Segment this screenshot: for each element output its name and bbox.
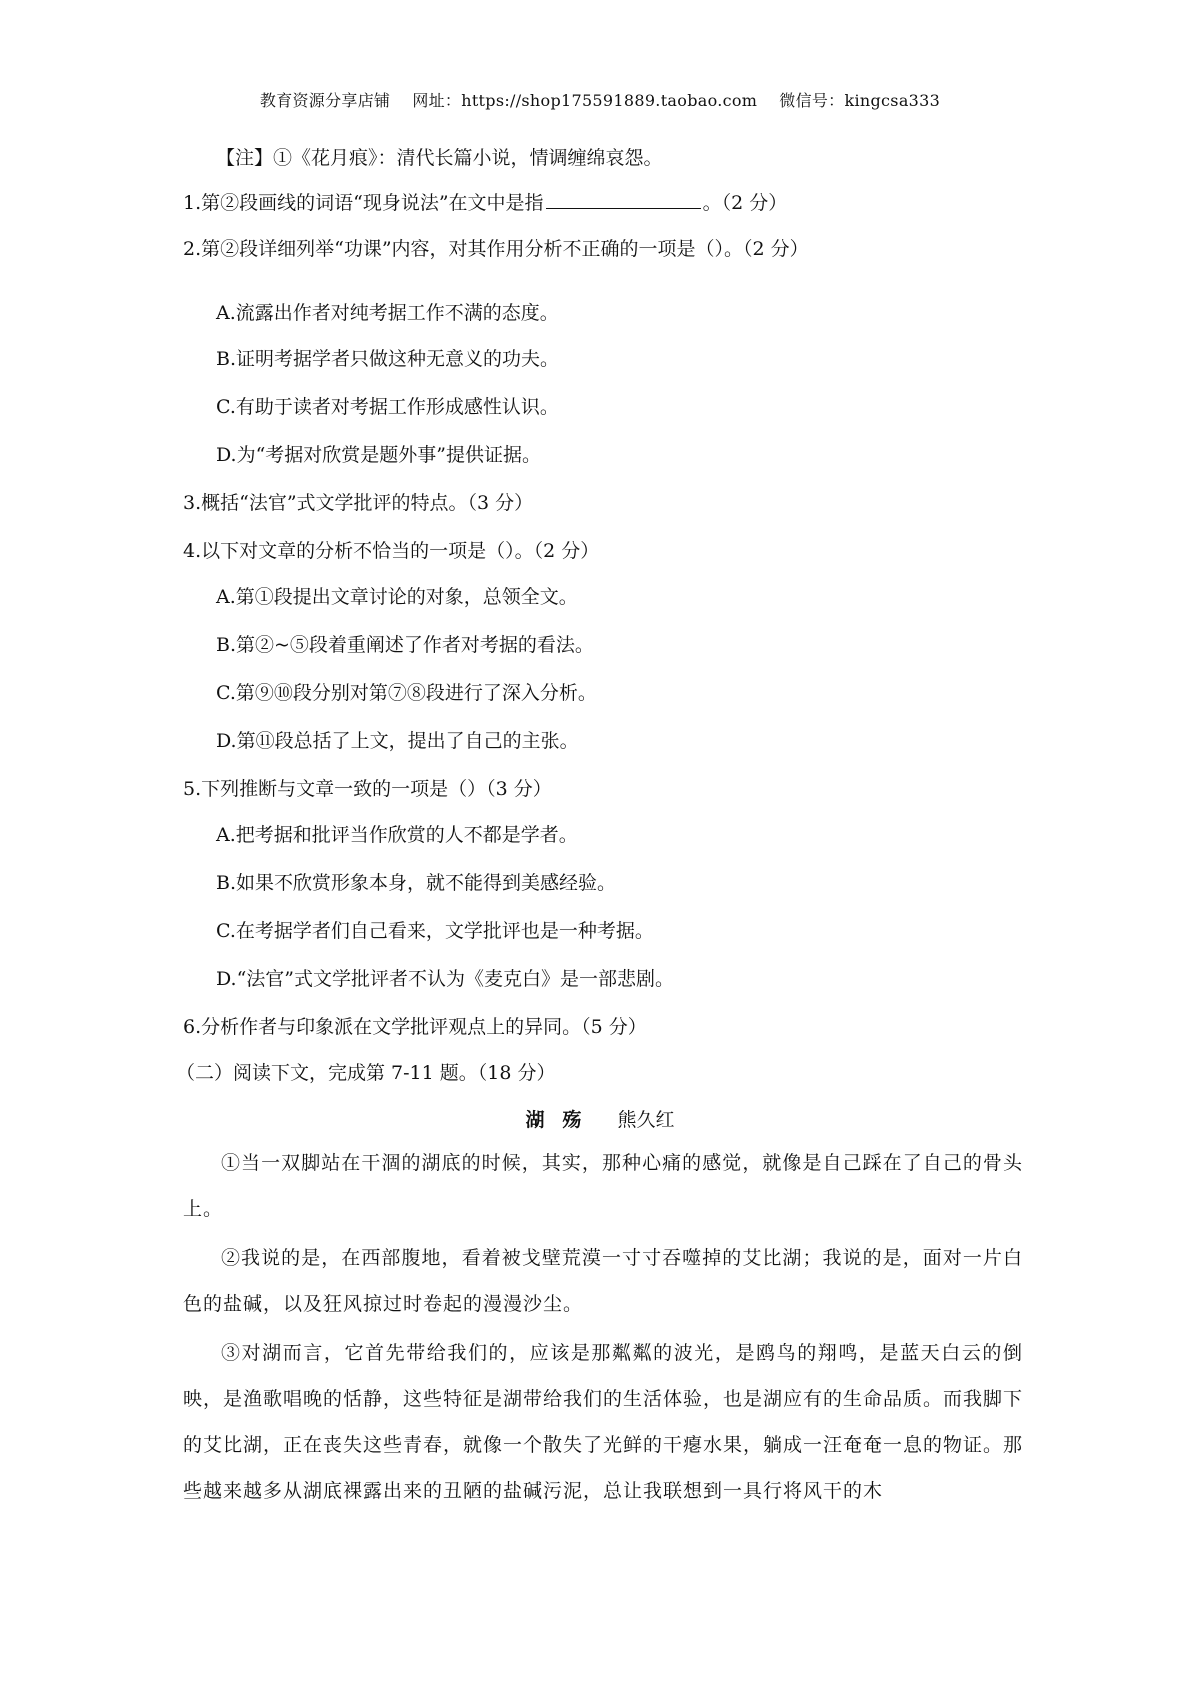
header-shop: 教育资源分享店铺 [259, 91, 391, 110]
question-4-option-b: B.第②~⑤段着重阐述了作者对考据的看法。 [216, 634, 594, 656]
question-5-option-b: B.如果不欣赏形象本身，就不能得到美感经验。 [216, 872, 617, 894]
article-title-char-2: 殇 [562, 1109, 582, 1131]
question-1-score: 。（2 分） [702, 192, 788, 214]
question-5-option-d: D.“法官”式文学批评者不认为《麦克白》是一部悲剧。 [216, 968, 675, 990]
page-header [0, 88, 1200, 111]
question-2-option-a: A.流露出作者对纯考据工作不满的态度。 [216, 302, 559, 324]
question-6: 6.分析作者与印象派在文学批评观点上的异同。（5 分） [183, 1016, 647, 1038]
answer-blank [546, 190, 701, 209]
question-1 [183, 190, 787, 216]
header-url: 网址：https://shop175591889.taobao.com [412, 91, 758, 110]
article-paragraph-3: ③对湖而言，它首先带给我们的，应该是那粼粼的波光，是鸥鸟的翔鸣，是蓝天白云的倒映，是渔歌唱晚的恬静，这些特征是湖带给我们的生活体验，也是湖应有的生命品质。而我脚下的艾比湖，正在丧失这些青春，就像一个散失了光鲜的干瘪水果，躺成一汪奄奄一息的物证。那些越来越多从湖底裸露出来的丑陋的盐碱污泥，总让我联想到一具行将风干的木 [183, 1342, 1024, 1502]
question-4: 4.以下对文章的分析不恰当的一项是（）。（2 分） [183, 540, 600, 562]
question-4-option-c: C.第⑨⑩段分别对第⑦⑧段进行了深入分析。 [216, 682, 597, 704]
question-5-option-a: A.把考据和批评当作欣赏的人不都是学者。 [216, 824, 578, 846]
question-4-option-d: D.第⑪段总括了上文，提出了自己的主张。 [216, 730, 579, 752]
annotation-note: 【注】①《花月痕》：清代长篇小说，情调缠绵哀怨。 [216, 147, 663, 169]
question-3: 3.概括“法官”式文学批评的特点。（3 分） [183, 492, 534, 514]
question-2-option-d: D.为“考据对欣赏是题外事”提供证据。 [216, 444, 542, 466]
question-5-option-c: C.在考据学者们自己看来，文学批评也是一种考据。 [216, 920, 654, 942]
article-title [0, 1105, 1200, 1132]
header-wechat: 微信号：kingcsa333 [779, 91, 941, 110]
question-2-option-b: B.证明考据学者只做这种无意义的功夫。 [216, 348, 560, 370]
article-paragraph-2: ②我说的是，在西部腹地，看着被戈壁荒漠一寸寸吞噬掉的艾比湖；我说的是，面对一片白色的盐碱，以及狂风掠过时卷起的漫漫沙尘。 [183, 1247, 1023, 1315]
question-1-text: 1.第②段画线的词语“现身说法”在文中是指 [183, 192, 544, 214]
section-2-heading: （二）阅读下文，完成第 7-11 题。（18 分） [176, 1062, 556, 1084]
question-4-option-a: A.第①段提出文章讨论的对象，总领全文。 [216, 586, 578, 608]
article-title-char-1: 湖 [525, 1109, 545, 1131]
article-author: 熊久红 [617, 1109, 675, 1131]
question-5: 5.下列推断与文章一致的一项是（）（3 分） [183, 778, 552, 800]
question-2: 2.第②段详细列举“功课”内容，对其作用分析不正确的一项是（）。（2 分） [183, 238, 809, 260]
question-2-option-c: C.有助于读者对考据工作形成感性认识。 [216, 396, 559, 418]
article-paragraph-1: ①当一双脚站在干涸的湖底的时候，其实，那种心痛的感觉，就像是自己踩在了自己的骨头上。 [183, 1152, 1023, 1220]
